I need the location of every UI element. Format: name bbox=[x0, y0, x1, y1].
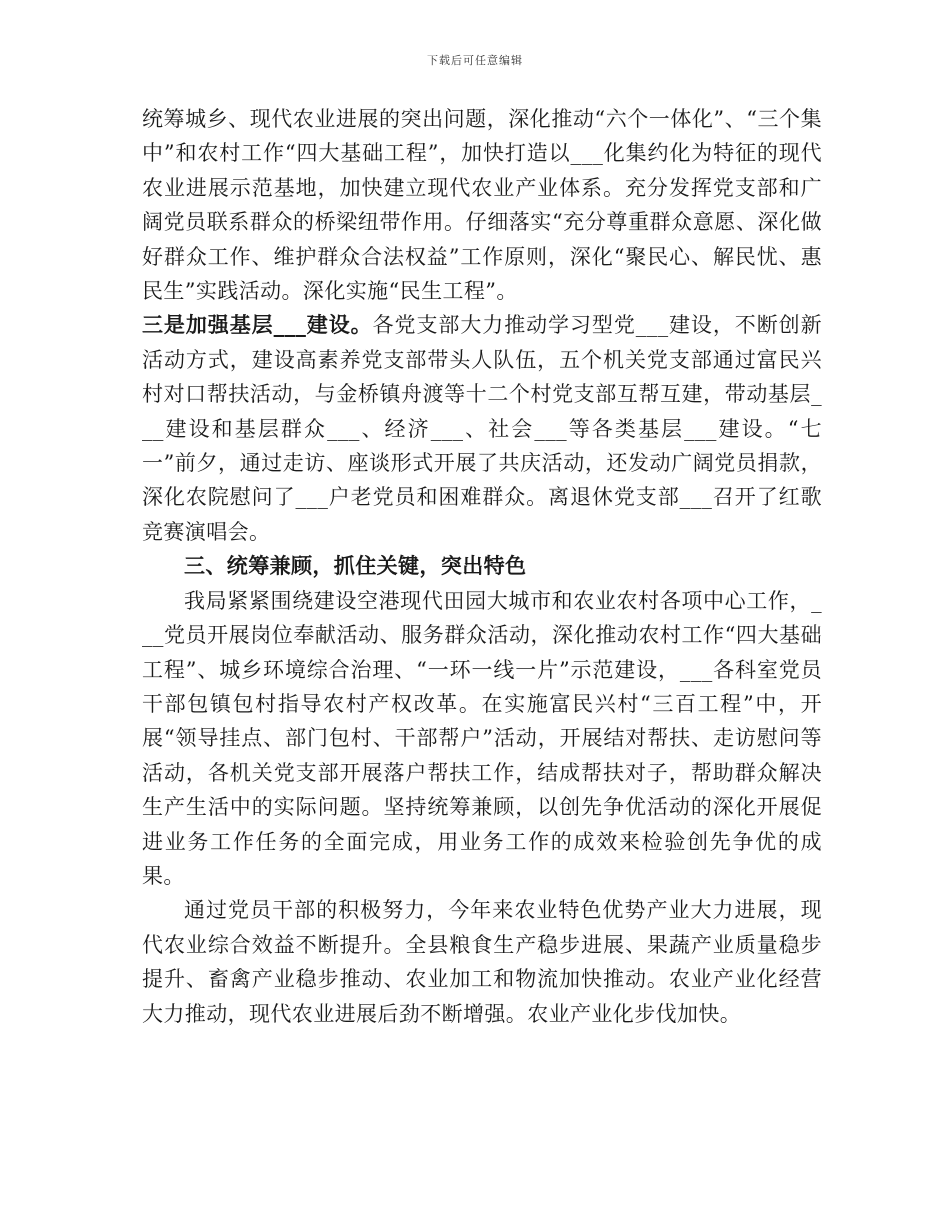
paragraph-urban-rural: 统筹城乡、现代农业进展的突出问题，深化推动“六个一体化”、“三个集中”和农村工作“四大基础工程”，加快打造以___化集约化为特征的现代农业进展示范基地，加快建立现代农业产业体系。充分发挥党支部和广阔党员联系群众的桥梁纽带作用。仔细落实“充分尊重群众意愿、深化做好群众工作、维护群众合法权益”工作原则，深化“聚民心、解民忧、惠民生”实践活动。深化实施“民生工程”。 bbox=[142, 107, 822, 304]
paragraph-center-work: 我局紧紧围绕建设空港现代田园大城市和农业农村各项中心工作，___党员开展岗位奉献活动、服务群众活动，深化推动农村工作“四大基础工程”、城乡环境综合治理、“一环一线一片”示范建设，___各科室党员干部包镇包村指导农村产权改革。在实施富民兴村“三百工程”中，开展“领导挂点、部门包村、干部帮户”活动，开展结对帮扶、走访慰问等活动，各机关党支部开展落户帮扶工作，结成帮扶对子，帮助群众解决生产生活中的实际问题。坚持统筹兼顾，以创先争优活动的深化开展促进业务工作任务的全面完成，用业务工作的成效来检验创先争优的成果。 bbox=[142, 588, 822, 888]
paragraph-body-grassroots: 各党支部大力推动学习型党___建设，不断创新活动方式，建设高素养党支部带头人队伍，五个机关党支部通过富民兴村对口帮扶活动，与金桥镇舟渡等十二个村党支部互帮互建，带动基层___建设和基层群众___、经济___、社会___等各类基层___建设。“七一”前夕，通过走访、座谈形式开展了共庆活动，还发动广阔党员捐款，深化农院慰问了___户老党员和困难群众。离退休党支部___召开了红歌竞赛演唱会。 bbox=[142, 313, 822, 544]
paragraph-lead-grassroots: 三是加强基层___建设。 bbox=[142, 312, 373, 338]
document-body bbox=[142, 102, 822, 1031]
page-header: 下载后可任意编辑 bbox=[427, 54, 523, 67]
paragraph-results: 通过党员干部的积极努力，今年来农业特色优势产业大力进展，现代农业综合效益不断提升。全县粮食生产稳步进展、果蔬产业质量稳步提升、畜禽产业稳步推动、农业加工和物流加快推动。农业产业化经营大力推动，现代农业进展后劲不断增强。农业产业化步伐加快。 bbox=[142, 898, 822, 1026]
paragraph-grassroots bbox=[142, 308, 822, 549]
section-heading-3: 三、统筹兼顾，抓住关键，突出特色 bbox=[184, 553, 527, 579]
